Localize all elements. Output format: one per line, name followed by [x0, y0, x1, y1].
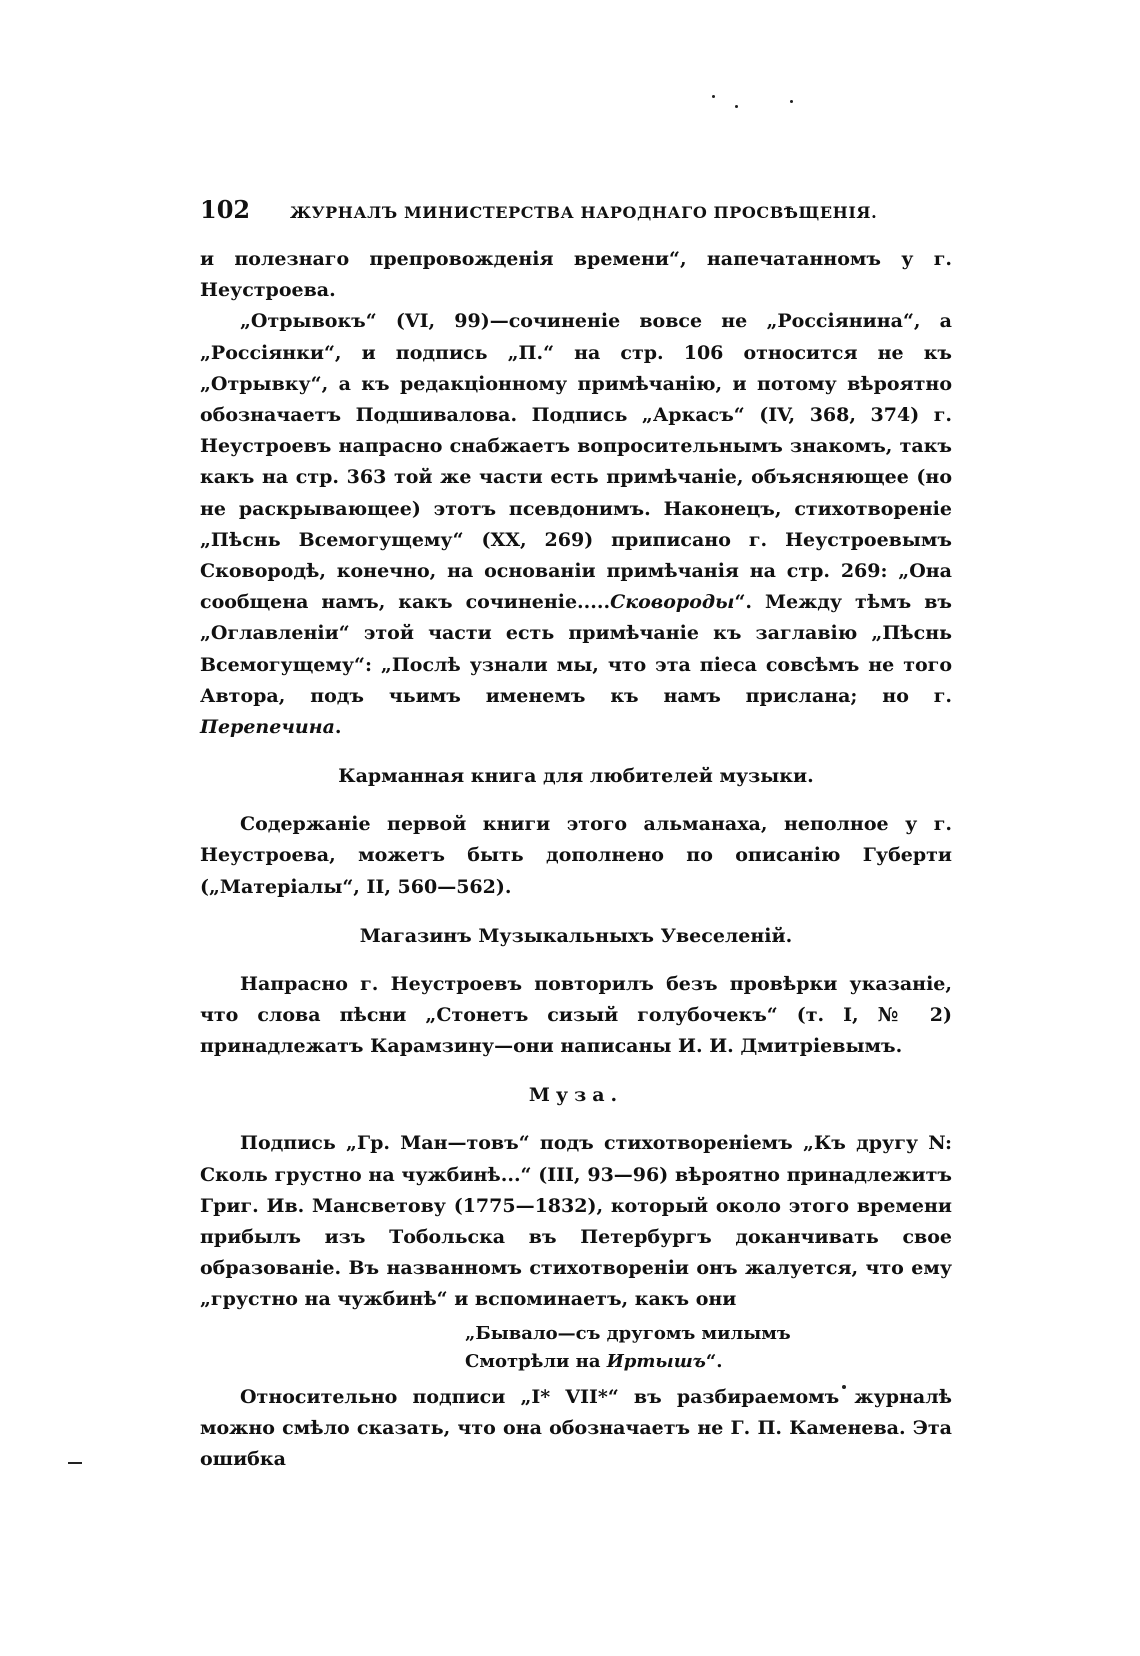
- closing-paragraph: Относительно подписи „I* VII*“ въ разбираемомъ журналѣ можно смѣло сказать, что она обозначаетъ не Г. П. Каменева. Эта ошибка: [200, 1385, 952, 1471]
- document-page: [200, 195, 952, 1475]
- section-heading: Муза.: [528, 1084, 624, 1107]
- journal-title: ЖУРНАЛЪ МИНИСТЕРСТВА НАРОДНАГО ПРОСВѢЩЕНІЯ.: [290, 203, 878, 222]
- verse-line: „Бывало—съ другомъ милымъ: [465, 1322, 791, 1344]
- verse-text: “.: [705, 1350, 723, 1372]
- verse-quote: [465, 1320, 952, 1376]
- italic-text: Сковороды: [610, 591, 735, 614]
- section-heading: Магазинъ Музыкальныхъ Увеселеній.: [359, 924, 793, 947]
- italic-text: Перепечина: [200, 716, 335, 739]
- section-text: Напрасно г. Неустроевъ повторилъ безъ провѣрки указаніе, что слова пѣсни „Стонетъ сизый голубочекъ“ (т. I, № 2) принадлежатъ Карамзину—они написаны И. И. Дмитріевымъ.: [200, 972, 952, 1058]
- section-text: Подпись „Гр. Ман—товъ“ подъ стихотвореніемъ „Къ другу N: Сколь грустно на чужбинѣ...“ (III, 93—96) вѣроятно принадлежитъ Григ. Ив. Мансветову (1775—1832), который около этого времени прибылъ изъ Тобольска въ Петербургъ доканчивать свое образованіе. Въ названномъ стихотвореніи онъ жалуется, что ему „грустно на чужбинѣ“ и вспоминаетъ, какъ они: [200, 1132, 952, 1311]
- margin-mark: [68, 1462, 82, 1464]
- running-head: [200, 195, 952, 224]
- verse-text: Смотрѣли на: [465, 1350, 607, 1372]
- italic-text: Иртышъ: [606, 1350, 706, 1372]
- section-text: Содержаніе первой книги этого альманаха, неполное у г. Неустроева, можетъ быть дополнено по описанію Губерти („Матеріалы“, II, 560—562).: [200, 813, 952, 898]
- scan-speck: [735, 105, 738, 108]
- scan-speck: [790, 100, 793, 103]
- verse-line: [465, 1348, 952, 1376]
- paragraph-text: “. Между тѣмъ въ „Оглавленіи“ этой части есть примѣчаніе къ заглавію „Пѣснь Всемогущему“: „Послѣ узнали мы, что эта піеса совсѣмъ не того Автора, подъ чьимъ именемъ къ намъ прислана; но г.: [200, 591, 952, 707]
- paragraph-text: „Отрывокъ“ (VI, 99)—сочиненіе вовсе не „Россіянина“, а „Россіянки“, и подпись „П.“ на стр. 106 относится не къ „Отрывку“, а къ редакціонному примѣчанію, и потому вѣроятно обозначаетъ Подшивалова. Подпись „Аркасъ“ (IV, 368, 374) г. Неустроевъ напрасно снабжаетъ вопросительнымъ знакомъ, такъ какъ на стр. 363 той же части есть примѣчаніе, объясняющее (но не раскрывающее) этотъ псевдонимъ. Наконецъ, стихотвореніе „Пѣснь Всемогущему“ (XX, 269) приписано г. Неустроевымъ Сковородѣ, конечно, на основаніи примѣчанія на стр. 269: „Она сообщена намъ, какъ сочиненіе.....: [200, 310, 952, 614]
- paragraph-continuation: и полезнаго препровожденія времени“, напечатанномъ у г. Неустроева.: [200, 248, 952, 302]
- page-number: 102: [200, 195, 251, 224]
- paragraph-text: .: [334, 716, 342, 739]
- paragraph-otryvok: [200, 306, 952, 743]
- section-heading: Карманная книга для любителей музыки.: [338, 765, 814, 788]
- scan-speck: [712, 95, 715, 98]
